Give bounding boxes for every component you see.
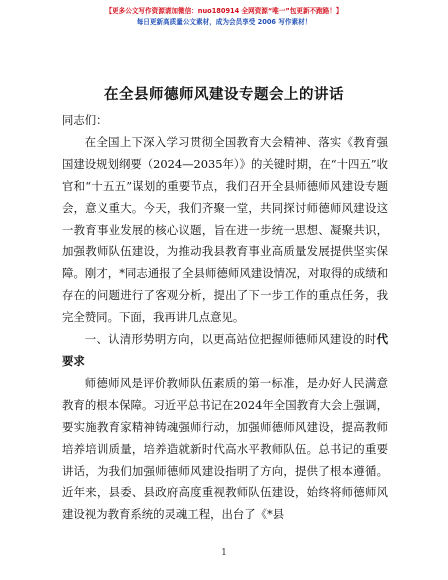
promo-banner [0,6,448,28]
greeting: 同志们： [62,113,108,127]
page-number: 1 [221,548,227,558]
section-heading-1 [62,329,388,373]
promo-banner-line-1: 【更多公文写作资源请加微信：nuo180914 全网资源“唯一”包更新不跑路！】 [105,7,343,15]
document-body [62,110,388,526]
section-heading-1-bold-tail: 代要求 [62,332,388,368]
paragraph-intro: 在全国上下深入学习贯彻全国教育大会精神、落实《教育强国建设规划纲要（2024—2035年）》的关键时期，在“十四五”收官和“十五五”谋划的重要节点，我们召开全县师德师风建设专题会，意义重大。今天，我们齐聚一堂，共同探讨师德师风建设这一教育事业发展的核心议题，旨在进一步统一思想、凝聚共识，加强教师队伍建设，为推动我县教育事业高质量发展提供坚实保障。刚才，*同志通报了全县师德师风建设情况，对取得的成绩和存在的问题进行了客观分析，提出了下一步工作的重点任务，我完全赞同。下面，我再讲几点意见。 [62,134,388,325]
paragraph-section-1: 师德师风是评价教师队伍素质的第一标准，是办好人民满意教育的根本保障。习近平总书记在2024年全国教育大会上强调，要实施教育家精神铸魂强师行动，加强师德师风建设，提高教师培养培训质量，培养造就新时代高水平教师队伍。总书记的重要讲话，为我们加强师德师风建设指明了方向，提供了根本遵循。近年来，县委、县政府高度重视教师队伍建设，始终将师德师风建设视为教育系统的灵魂工程，出台了《*县 [62,375,388,522]
document-title: 在全县师德师风建设专题会上的讲话 [104,87,344,103]
promo-banner-line-2: 每日更新高质量公文素材，成为会员享受 2006 写作素材！ [136,18,312,26]
section-heading-1-text: 一、认清形势明方向，以更高站位把握师德师风建设的时 [84,332,377,347]
